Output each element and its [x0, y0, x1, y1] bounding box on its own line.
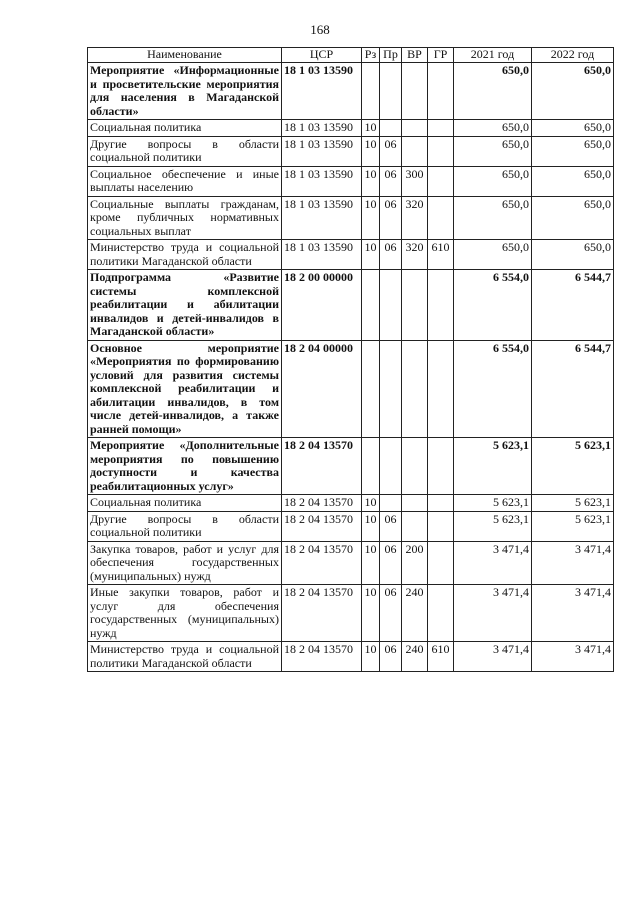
row-2022-cell: 6 544,7: [532, 270, 614, 341]
table-row: [88, 136, 614, 166]
row-pr-cell: [380, 438, 402, 495]
row-gr-cell: [428, 495, 454, 512]
row-rz-cell: 10: [362, 511, 380, 541]
row-csr-cell: 18 2 04 13570: [282, 585, 362, 642]
row-name-cell: Министерство труда и социальной политики Магаданской области: [88, 642, 282, 672]
row-rz-cell: 10: [362, 585, 380, 642]
row-2021-cell: 3 471,4: [454, 642, 532, 672]
row-vr-cell: 320: [402, 196, 428, 240]
row-pr-cell: [380, 270, 402, 341]
row-vr-cell: 240: [402, 642, 428, 672]
table-row: [88, 585, 614, 642]
row-csr-cell: 18 1 03 13590: [282, 240, 362, 270]
col-header-pr: Пр: [380, 48, 402, 63]
row-vr-cell: 240: [402, 585, 428, 642]
row-2022-cell: 650,0: [532, 136, 614, 166]
row-pr-cell: [380, 120, 402, 137]
row-gr-cell: [428, 340, 454, 438]
row-gr-cell: [428, 541, 454, 585]
row-vr-cell: [402, 136, 428, 166]
row-csr-cell: 18 1 03 13590: [282, 120, 362, 137]
row-2021-cell: 6 554,0: [454, 340, 532, 438]
row-2022-cell: 5 623,1: [532, 438, 614, 495]
row-2021-cell: 6 554,0: [454, 270, 532, 341]
row-csr-cell: 18 1 03 13590: [282, 166, 362, 196]
row-rz-cell: [362, 63, 380, 120]
table-row: [88, 240, 614, 270]
row-2022-cell: 650,0: [532, 166, 614, 196]
row-csr-cell: 18 2 04 13570: [282, 541, 362, 585]
row-2021-cell: 650,0: [454, 136, 532, 166]
col-header-vr: ВР: [402, 48, 428, 63]
table-row: [88, 120, 614, 137]
row-gr-cell: 610: [428, 642, 454, 672]
row-pr-cell: [380, 495, 402, 512]
row-2021-cell: 3 471,4: [454, 585, 532, 642]
row-2022-cell: 650,0: [532, 240, 614, 270]
row-vr-cell: [402, 495, 428, 512]
table-row: [88, 511, 614, 541]
row-rz-cell: [362, 340, 380, 438]
row-vr-cell: [402, 340, 428, 438]
col-header-csr: ЦСР: [282, 48, 362, 63]
row-2022-cell: 5 623,1: [532, 511, 614, 541]
row-gr-cell: [428, 585, 454, 642]
row-gr-cell: [428, 270, 454, 341]
row-2022-cell: 3 471,4: [532, 642, 614, 672]
row-2022-cell: 3 471,4: [532, 541, 614, 585]
row-rz-cell: [362, 270, 380, 341]
row-pr-cell: 06: [380, 196, 402, 240]
row-name-cell: Основное мероприятие «Мероприятия по формированию условий для развития системы комплексной реабилитации и абилитации инвалидов, в том числе детей-инвалидов, а также ранней помощи»: [88, 340, 282, 438]
row-name-cell: Мероприятие «Информационные и просветительские мероприятия для населения в Магаданской области»: [88, 63, 282, 120]
col-header-name: Наименование: [88, 48, 282, 63]
row-pr-cell: [380, 340, 402, 438]
table-row: [88, 340, 614, 438]
table-row: [88, 63, 614, 120]
row-rz-cell: 10: [362, 166, 380, 196]
row-2021-cell: 5 623,1: [454, 495, 532, 512]
row-name-cell: Министерство труда и социальной политики Магаданской области: [88, 240, 282, 270]
row-vr-cell: [402, 120, 428, 137]
row-2021-cell: 5 623,1: [454, 511, 532, 541]
table-body: [88, 63, 614, 672]
row-2022-cell: 6 544,7: [532, 340, 614, 438]
row-pr-cell: 06: [380, 240, 402, 270]
row-gr-cell: [428, 166, 454, 196]
row-gr-cell: [428, 511, 454, 541]
row-vr-cell: 300: [402, 166, 428, 196]
row-pr-cell: 06: [380, 166, 402, 196]
row-rz-cell: [362, 438, 380, 495]
page-number: 168: [310, 22, 330, 37]
row-vr-cell: [402, 438, 428, 495]
row-2021-cell: 650,0: [454, 120, 532, 137]
row-csr-cell: 18 2 04 13570: [282, 495, 362, 512]
row-name-cell: Социальная политика: [88, 495, 282, 512]
row-vr-cell: 200: [402, 541, 428, 585]
col-header-rz: Рз: [362, 48, 380, 63]
row-rz-cell: 10: [362, 196, 380, 240]
row-csr-cell: 18 2 04 13570: [282, 438, 362, 495]
row-gr-cell: [428, 136, 454, 166]
row-name-cell: Социальное обеспечение и иные выплаты населению: [88, 166, 282, 196]
row-rz-cell: 10: [362, 495, 380, 512]
row-name-cell: Иные закупки товаров, работ и услуг для обеспечения государственных (муниципальных) нужд: [88, 585, 282, 642]
row-gr-cell: 610: [428, 240, 454, 270]
row-vr-cell: [402, 63, 428, 120]
row-vr-cell: [402, 270, 428, 341]
row-gr-cell: [428, 63, 454, 120]
col-header-2021: 2021 год: [454, 48, 532, 63]
row-vr-cell: 320: [402, 240, 428, 270]
row-name-cell: Социальная политика: [88, 120, 282, 137]
row-csr-cell: 18 2 04 13570: [282, 642, 362, 672]
row-vr-cell: [402, 511, 428, 541]
row-2022-cell: 650,0: [532, 63, 614, 120]
row-rz-cell: 10: [362, 642, 380, 672]
row-pr-cell: 06: [380, 136, 402, 166]
row-name-cell: Другие вопросы в области социальной политики: [88, 511, 282, 541]
row-rz-cell: 10: [362, 120, 380, 137]
row-name-cell: Подпрограмма «Развитие системы комплексной реабилитации и абилитации инвалидов и детей-инвалидов в Магаданской области»: [88, 270, 282, 341]
row-pr-cell: 06: [380, 585, 402, 642]
row-2022-cell: 5 623,1: [532, 495, 614, 512]
row-pr-cell: 06: [380, 511, 402, 541]
row-gr-cell: [428, 438, 454, 495]
table-row: [88, 541, 614, 585]
row-rz-cell: 10: [362, 136, 380, 166]
row-name-cell: Закупка товаров, работ и услуг для обеспечения государственных (муниципальных) нужд: [88, 541, 282, 585]
row-pr-cell: 06: [380, 541, 402, 585]
table-row: [88, 270, 614, 341]
row-2021-cell: 650,0: [454, 240, 532, 270]
row-2021-cell: 650,0: [454, 196, 532, 240]
row-2021-cell: 5 623,1: [454, 438, 532, 495]
header-row: [88, 48, 614, 63]
row-csr-cell: 18 1 03 13590: [282, 63, 362, 120]
budget-table: [87, 47, 614, 672]
row-rz-cell: 10: [362, 240, 380, 270]
row-pr-cell: [380, 63, 402, 120]
col-header-gr: ГР: [428, 48, 454, 63]
row-pr-cell: 06: [380, 642, 402, 672]
row-2022-cell: 650,0: [532, 120, 614, 137]
table-row: [88, 166, 614, 196]
row-2021-cell: 650,0: [454, 166, 532, 196]
row-csr-cell: 18 2 00 00000: [282, 270, 362, 341]
row-2022-cell: 3 471,4: [532, 585, 614, 642]
row-rz-cell: 10: [362, 541, 380, 585]
row-2022-cell: 650,0: [532, 196, 614, 240]
row-csr-cell: 18 1 03 13590: [282, 196, 362, 240]
col-header-2022: 2022 год: [532, 48, 614, 63]
row-gr-cell: [428, 120, 454, 137]
row-name-cell: Социальные выплаты гражданам, кроме публичных нормативных социальных выплат: [88, 196, 282, 240]
row-csr-cell: 18 2 04 13570: [282, 511, 362, 541]
table-row: [88, 438, 614, 495]
row-2021-cell: 650,0: [454, 63, 532, 120]
table-row: [88, 495, 614, 512]
row-name-cell: Другие вопросы в области социальной политики: [88, 136, 282, 166]
row-gr-cell: [428, 196, 454, 240]
row-csr-cell: 18 1 03 13590: [282, 136, 362, 166]
row-csr-cell: 18 2 04 00000: [282, 340, 362, 438]
table-row: [88, 642, 614, 672]
row-name-cell: Мероприятие «Дополнительные мероприятия по повышению доступности и качества реабилитационных услуг»: [88, 438, 282, 495]
table-row: [88, 196, 614, 240]
row-2021-cell: 3 471,4: [454, 541, 532, 585]
